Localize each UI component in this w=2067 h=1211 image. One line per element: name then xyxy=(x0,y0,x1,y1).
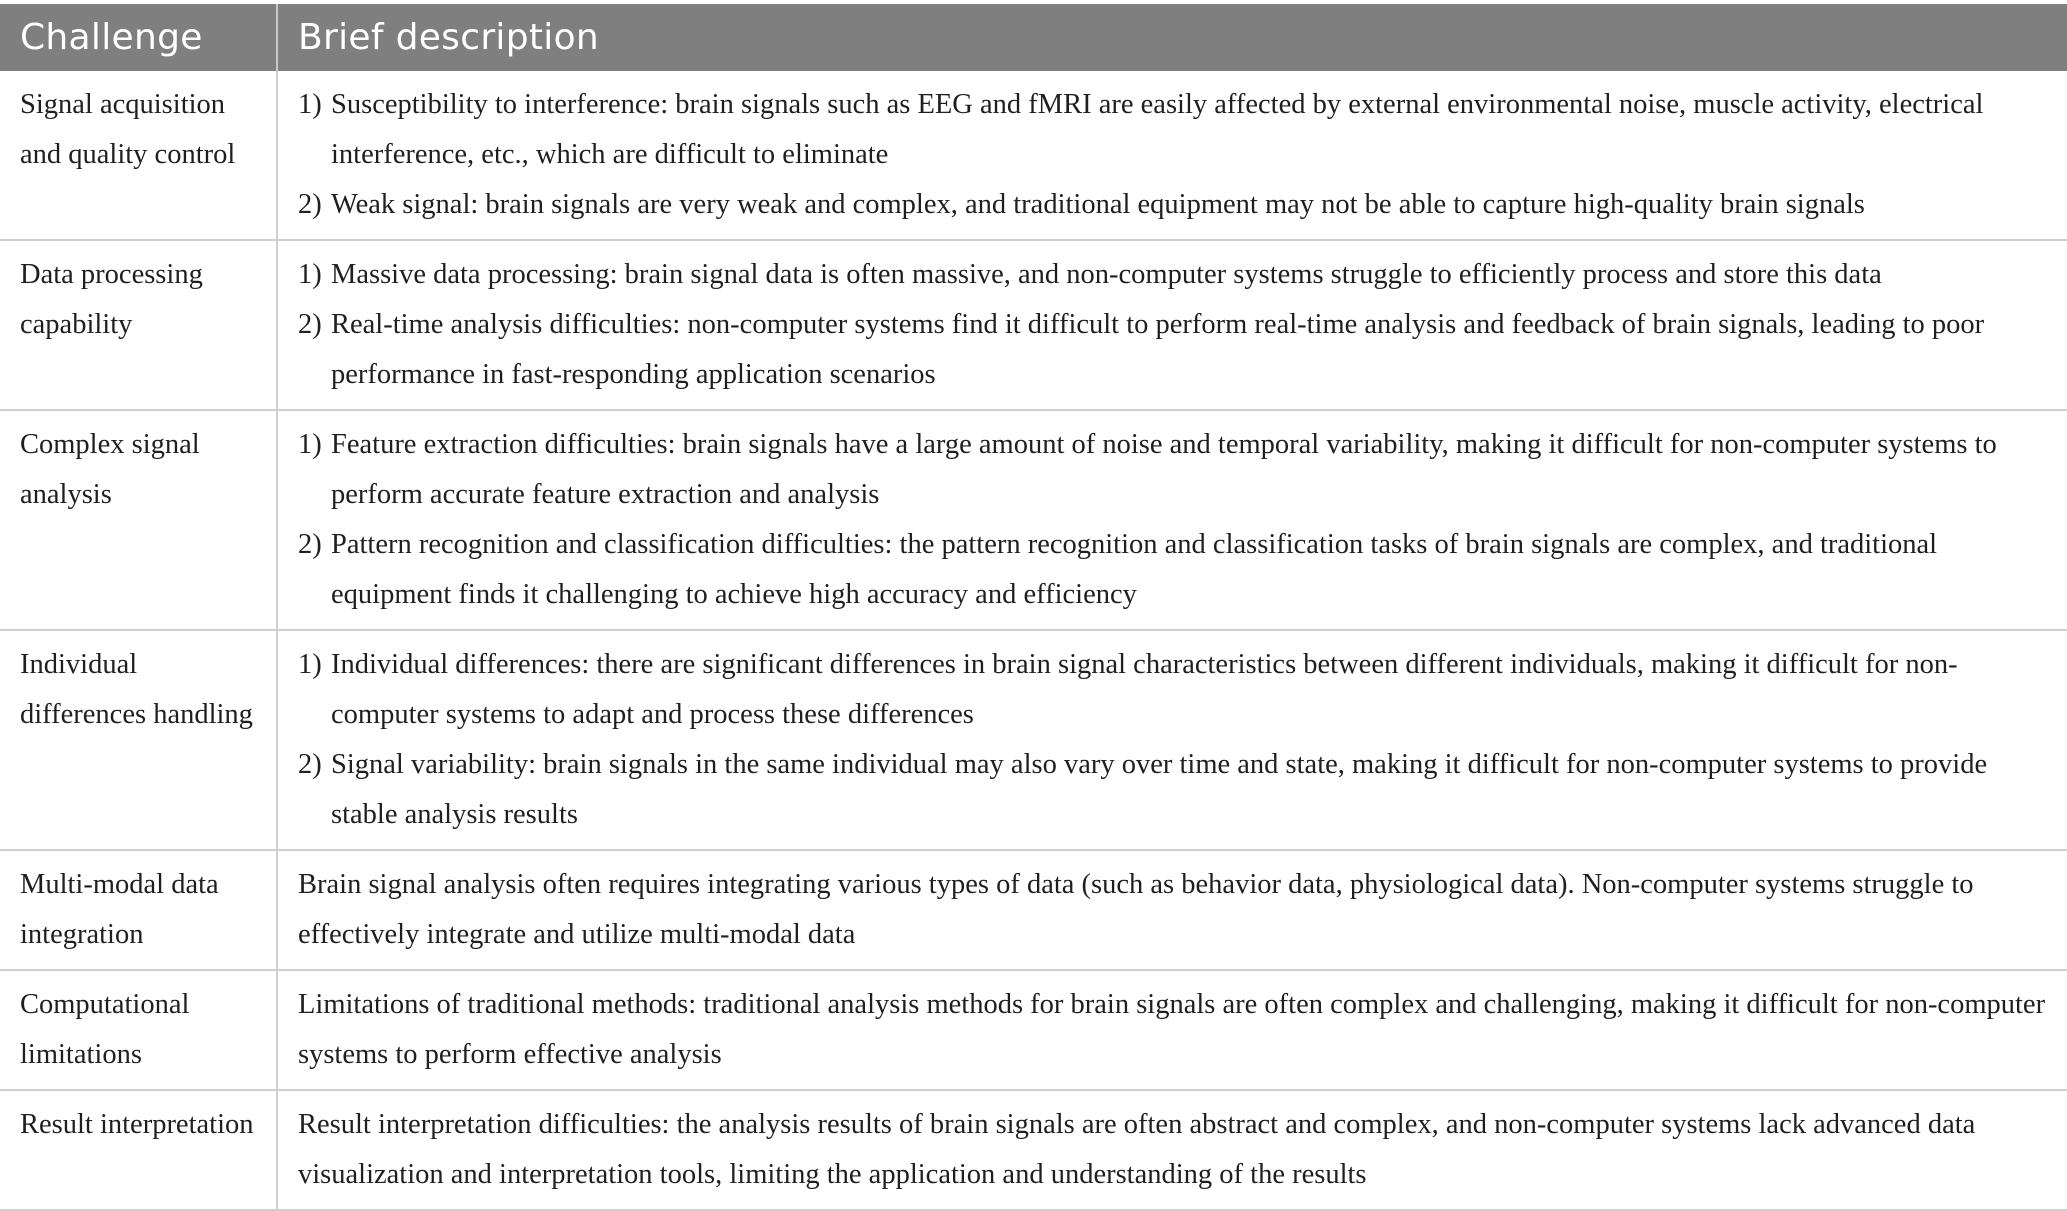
table-row xyxy=(0,630,2067,850)
description-text: Limitations of traditional methods: traditional analysis methods for brain signals are often complex and challenging, making it difficult for non-computer systems to perform effective analysis xyxy=(298,989,2046,1070)
table-row xyxy=(0,71,2067,240)
challenge-cell: Individual differences handling xyxy=(0,630,277,850)
challenge-cell: Multi-modal data integration xyxy=(0,850,277,970)
item-text: Pattern recognition and classification difficulties: the pattern recognition and classification tasks of brain signals are complex, and traditional equipment finds it challenging to achieve high accuracy and efficiency xyxy=(331,529,1938,610)
list-item xyxy=(298,180,2049,230)
item-number: 2) xyxy=(298,749,322,780)
list-item xyxy=(298,300,2049,400)
table-row xyxy=(0,1090,2067,1210)
description-list xyxy=(298,250,2049,400)
challenge-cell: Signal acquisition and quality control xyxy=(0,71,277,240)
table-row xyxy=(0,970,2067,1090)
item-number: 1) xyxy=(298,649,322,680)
list-item xyxy=(298,250,2049,300)
item-text: Signal variability: brain signals in the same individual may also vary over time and state, making it difficult for non-computer systems to provide stable analysis results xyxy=(331,749,1988,830)
description-list xyxy=(298,80,2049,230)
description-cell xyxy=(277,71,2067,240)
description-cell xyxy=(277,410,2067,630)
table-body xyxy=(0,71,2067,1210)
challenge-cell: Computational limitations xyxy=(0,970,277,1090)
list-item xyxy=(298,640,2049,740)
table-row xyxy=(0,410,2067,630)
description-cell xyxy=(277,850,2067,970)
item-text: Susceptibility to interference: brain signals such as EEG and fMRI are easily affected by external environmental noise, muscle activity, electrical interference, etc., which are difficult to eliminate xyxy=(331,89,1984,170)
table-row xyxy=(0,850,2067,970)
item-number: 1) xyxy=(298,89,322,120)
challenges-table xyxy=(0,4,2067,1211)
list-item xyxy=(298,80,2049,180)
description-cell xyxy=(277,970,2067,1090)
item-number: 1) xyxy=(298,259,322,290)
table-row xyxy=(0,240,2067,410)
description-cell xyxy=(277,1090,2067,1210)
header-row xyxy=(0,4,2067,71)
item-text: Feature extraction difficulties: brain signals have a large amount of noise and temporal variability, making it difficult for non-computer systems to perform accurate feature extraction and analysis xyxy=(331,429,1997,510)
challenge-cell: Complex signal analysis xyxy=(0,410,277,630)
list-item xyxy=(298,520,2049,620)
item-text: Real-time analysis difficulties: non-computer systems find it difficult to perform real-time analysis and feedback of brain signals, leading to poor performance in fast-responding application scenarios xyxy=(331,309,1985,390)
description-cell xyxy=(277,630,2067,850)
item-text: Weak signal: brain signals are very weak and complex, and traditional equipment may not be able to capture high-quality brain signals xyxy=(331,189,1865,220)
item-text: Individual differences: there are significant differences in brain signal characteristics between different individuals, making it difficult for non-computer systems to adapt and process these differences xyxy=(331,649,1958,730)
item-number: 2) xyxy=(298,529,322,560)
item-number: 2) xyxy=(298,309,322,340)
description-list xyxy=(298,420,2049,620)
description-text: Result interpretation difficulties: the analysis results of brain signals are often abstract and complex, and non-computer systems lack advanced data visualization and interpretation tools, limiting the application and understanding of the results xyxy=(298,1109,1976,1190)
list-item xyxy=(298,740,2049,840)
item-text: Massive data processing: brain signal data is often massive, and non-computer systems struggle to efficiently process and store this data xyxy=(331,259,1882,290)
header-description: Brief description xyxy=(277,4,2067,71)
challenge-cell: Result interpretation xyxy=(0,1090,277,1210)
item-number: 2) xyxy=(298,189,322,220)
description-text: Brain signal analysis often requires integrating various types of data (such as behavior data, physiological data). Non-computer systems struggle to effectively integrate and utilize multi-modal data xyxy=(298,869,1974,950)
description-list xyxy=(298,640,2049,840)
description-cell xyxy=(277,240,2067,410)
list-item xyxy=(298,420,2049,520)
challenge-cell: Data processing capability xyxy=(0,240,277,410)
item-number: 1) xyxy=(298,429,322,460)
header-challenge: Challenge xyxy=(0,4,277,71)
table-header xyxy=(0,4,2067,71)
challenges-table-container xyxy=(0,4,2067,1211)
